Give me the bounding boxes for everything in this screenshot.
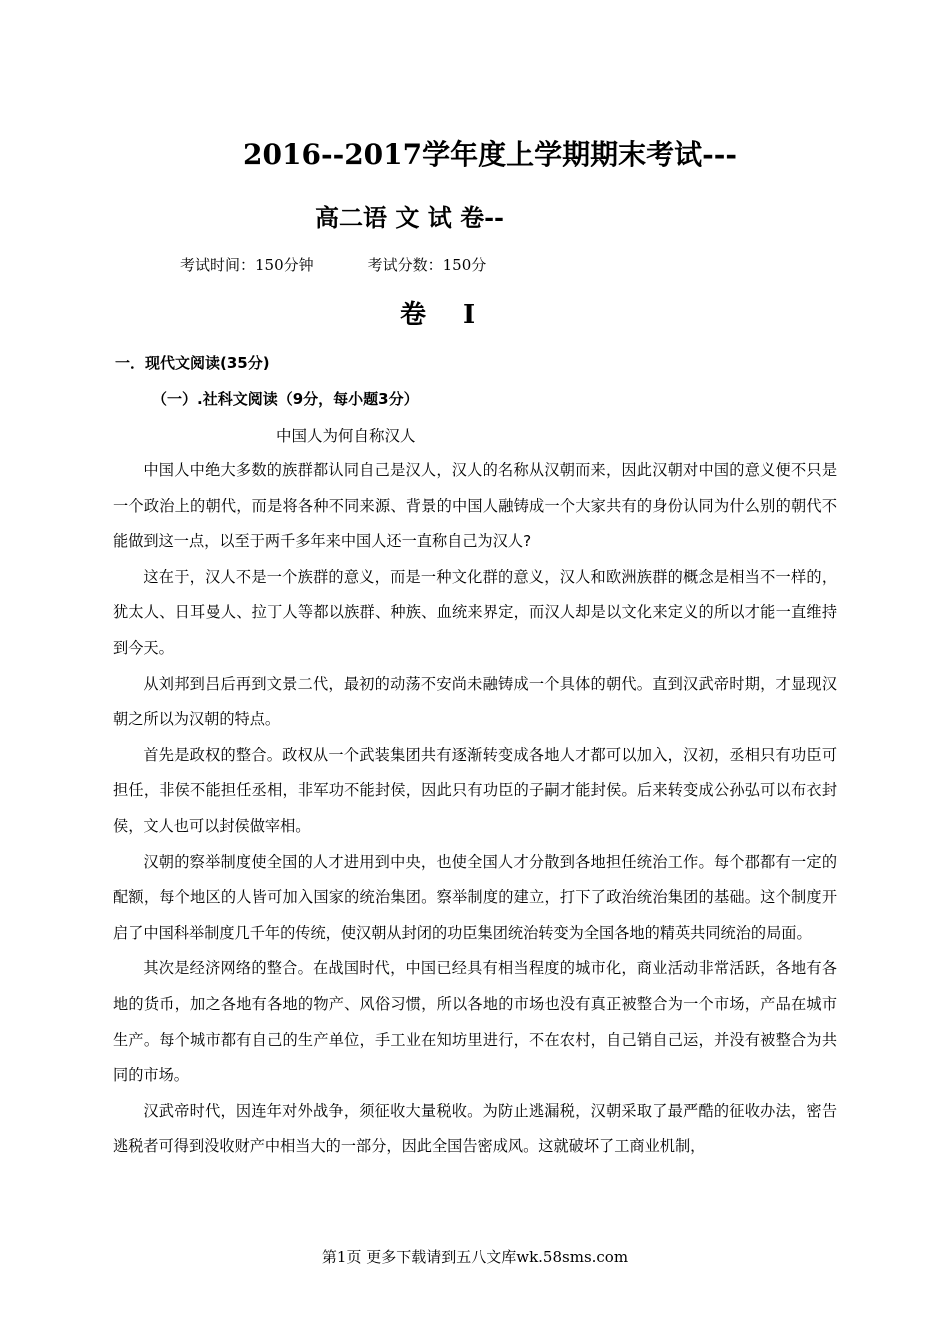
paragraph: 其次是经济网络的整合。在战国时代，中国已经具有相当程度的城市化，商业活动非常活跃，各地有各地的货币，加之各地有各地的物产、风俗习惯，所以各地的市场也没有真正被整合为一个市场，产品在城市生产。每个城市都有自己的生产单位，手工业在知坊里进行，不在农村，自己销自己运，并没有被整合为共同的市场。 <box>113 959 837 1085</box>
exam-score: 考试分数：150分 <box>367 256 487 274</box>
exam-time: 考试时间：150分钟 <box>180 256 314 274</box>
paragraph: 首先是政权的整合。政权从一个武装集团共有逐渐转变成各地人才都可以加入，汉初，丞相只有功臣可担任，非侯不能担任丞相，非军功不能封侯，因此只有功臣的子嗣才能封侯。后来转变成公孙弘可以布衣封侯，文人也可以封侯做宰相。 <box>113 745 837 835</box>
paragraph: 从刘邦到吕后再到文景二代，最初的动荡不安尚未融铸成一个具体的朝代。直到汉武帝时期，才显现汉朝之所以为汉朝的特点。 <box>113 674 837 729</box>
section-heading: 一．现代文阅读(35分) <box>115 354 270 372</box>
exam-title: 2016--2017学年度上学期期末考试--- <box>243 138 737 171</box>
paragraph: 这在于，汉人不是一个族群的意义，而是一种文化群的意义，汉人和欧洲族群的概念是相当不一样的，犹太人、日耳曼人、拉丁人等都以族群、种族、血统来界定，而汉人却是以文化来定义的所以才能一直维持到今天。 <box>113 567 837 657</box>
article-title: 中国人为何自称汉人 <box>276 427 416 445</box>
exam-subtitle: 高二语 文 试 卷-- <box>315 203 504 232</box>
volume-heading: 卷 I <box>400 300 490 330</box>
exam-info <box>180 254 486 275</box>
page-footer: 第1页 更多下载请到五八文库wk.58sms.com <box>321 1248 629 1266</box>
section-subheading: （一）.社科文阅读（9分，每小题3分） <box>152 390 419 408</box>
paragraph: 汉武帝时代，因连年对外战争，须征收大量税收。为防止逃漏税，汉朝采取了最严酷的征收办法，密告逃税者可得到没收财产中相当大的一部分，因此全国告密成风。这就破坏了工商业机制， <box>113 1101 837 1156</box>
article-body <box>113 453 837 1165</box>
paragraph: 汉朝的察举制度使全国的人才进用到中央，也使全国人才分散到各地担任统治工作。每个郡都有一定的配额，每个地区的人皆可加入国家的统治集团。察举制度的建立，打下了政治统治集团的基础。这个制度开启了中国科举制度几千年的传统，使汉朝从封闭的功臣集团统治转变为全国各地的精英共同统治的局面。 <box>113 852 837 942</box>
paragraph: 中国人中绝大多数的族群都认同自己是汉人，汉人的名称从汉朝而来，因此汉朝对中国的意义便不只是一个政治上的朝代，而是将各种不同来源、背景的中国人融铸成一个大家共有的身份认同为什么别的朝代不能做到这一点，以至于两千多年来中国人还一直称自己为汉人? <box>113 461 837 551</box>
